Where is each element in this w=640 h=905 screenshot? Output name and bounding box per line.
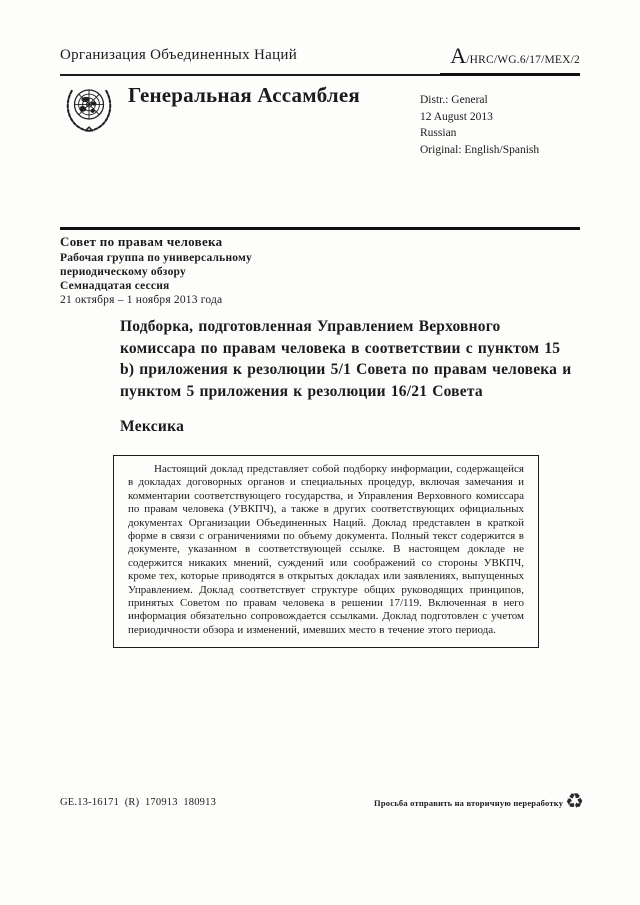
summary-text: Настоящий доклад представляет собой подборку информации, содержащейся в докладах договорных органов и специальных процедур, включая замечания и комментарии соответствующего государства, и Управления Верховного комиссара по правам человека (УВКПЧ), а также в других соответствующих официальных документах Организации Объединенных Наций. Доклад представлен в краткой форме в связи с ограничениями по объему документа. Полный текст содержится в документе, указанном в соответствующей ссылке. В настоящем докладе не содержится никаких мнений, суждений или соображений со стороны УВКПЧ, кроме тех, которые приводятся в открытых докладах или заявлениях, выпущенных Управлением. Доклад соответствует структуре общих руководящих принципов, принятых Советом по правам человека в решении 17/119. Включенная в него информация обязательно сопровождается ссылками. Доклад подготовлен с учетом периодичности обзора и изменений, имевших место в течение этого периода. xyxy=(128,463,524,636)
country-heading: Мексика xyxy=(120,418,185,435)
doc-symbol-prefix: A xyxy=(450,43,467,68)
distr-line: Distr.: General xyxy=(420,94,488,106)
document-title: Подборка, подготовленная Управлением Верховного комиссара по правам человека в соответствии с пунктом 15 b) приложения к резолюции 5/1 Совета по правам человека и пунктом 5 приложения к резолюции 16/21 Совета xyxy=(120,318,572,400)
doc-symbol-rest: /HRC/WG.6/17/MEX/2 xyxy=(466,54,580,66)
summary-box xyxy=(113,455,539,648)
distr-block xyxy=(420,92,539,158)
recycle-icon: ♻ xyxy=(565,789,584,813)
assembly-title: Генеральная Ассамблея xyxy=(128,83,360,107)
session-dates: 21 октября – 1 ноября 2013 года xyxy=(60,293,223,306)
original-line: Original: English/Spanish xyxy=(420,143,540,156)
footer-recycle-note xyxy=(374,789,584,813)
language-line: Russian xyxy=(420,127,457,139)
header-rule-thick xyxy=(440,73,580,76)
footer-doc-id: GE.13-16171 (R) 170913 180913 xyxy=(60,797,217,808)
recycle-note-text: Просьба отправить на вторичную переработку xyxy=(374,798,564,808)
working-group-heading: Рабочая группа по универсальному периодическому обзору xyxy=(60,252,252,278)
session-name: Семнадцатая сессия xyxy=(60,280,170,292)
un-emblem-icon xyxy=(60,80,118,138)
session-rule xyxy=(60,227,580,230)
doc-symbol xyxy=(450,45,580,68)
org-name: Организация Объединенных Наций xyxy=(60,47,298,63)
council-heading: Совет по правам человека xyxy=(60,234,223,249)
date-line: 12 August 2013 xyxy=(420,110,493,123)
